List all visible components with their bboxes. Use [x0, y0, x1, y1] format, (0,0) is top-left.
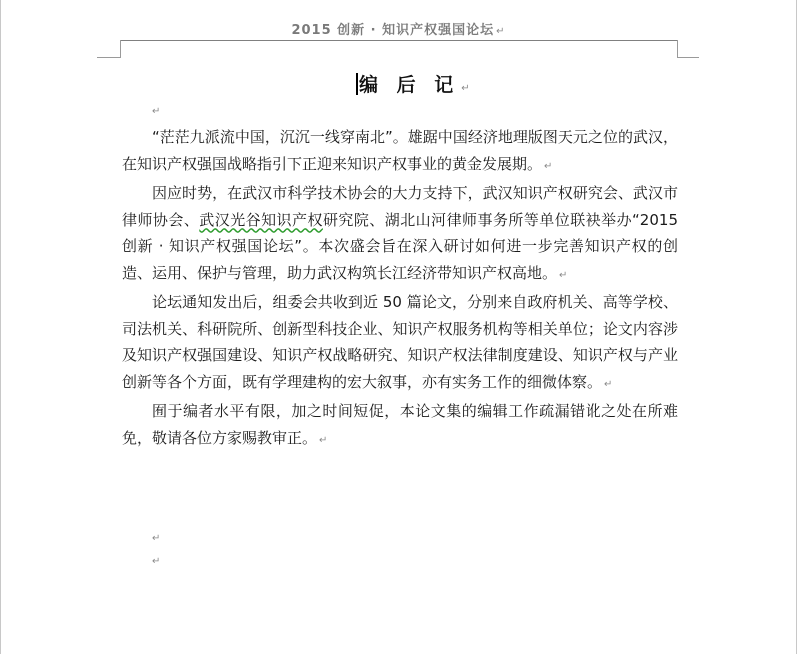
page-header[interactable] [0, 19, 797, 38]
paragraph[interactable] [122, 180, 678, 289]
paragraph-text: 囿于编者水平有限，加之时间短促，本论文集的编辑工作疏漏错讹之处在所难免，敬请各位方家赐教审正。 [122, 402, 678, 447]
paragraph-text: 因应时势，在武汉市科学技术协会的大力支持下，武汉知识产权研究会、武汉市律师协会、 [122, 184, 678, 229]
paragraph-text: 研究院、湖北山河律师事务所等单位联袂举办“2015 创新 · 知识产权强国论坛”。本次盛会旨在深入研讨如何进一步完善知识产权的创造、运用、保护与管理，助力武汉构筑长江经济带知识产权高地。 [122, 210, 678, 282]
document-body[interactable] [122, 124, 678, 454]
paragraph-mark-icon: ↵ [461, 83, 476, 94]
header-rule [120, 40, 678, 41]
empty-paragraph-mark-icon: ↵ [152, 106, 161, 117]
paragraph-text: 论坛通知发出后，组委会共收到近 50 篇论文，分别来自政府机关、高等学校、司法机关、科研院所、创新型科技企业、知识产权服务机构等相关单位；论文内容涉及知识产权强国建设、知识产权战略研究、知识产权法律制度建设、知识产权与产业创新等各个方面，既有学理建构的宏大叙事，亦有实务工作的细微体察。 [122, 293, 678, 391]
empty-paragraph-mark-icon: ↵ [152, 556, 161, 567]
grammar-flagged-text[interactable]: 武汉光谷知识产权 [199, 210, 323, 229]
crop-mark-right [677, 40, 678, 57]
page-left-edge [0, 0, 1, 654]
title-text: 编 后 记 [359, 74, 460, 96]
crop-mark-left [120, 40, 121, 57]
paragraph-mark-icon: ↵ [544, 160, 553, 172]
paragraph[interactable] [122, 398, 678, 454]
crop-mark-left-horizontal [97, 57, 121, 58]
document-title[interactable] [356, 70, 476, 97]
paragraph-mark-icon: ↵ [496, 26, 506, 37]
empty-paragraph-mark-icon: ↵ [152, 533, 161, 544]
paragraph-mark-icon: ↵ [604, 378, 613, 390]
header-text: 2015 创新 · 知识产权强国论坛 [291, 23, 495, 38]
crop-mark-right-horizontal [677, 57, 699, 58]
paragraph-text: “茫茫九派流中国，沉沉一线穿南北”。雄踞中国经济地理版图天元之位的武汉，在知识产权强国战略指引下正迎来知识产权事业的黄金发展期。 [122, 128, 678, 173]
paragraph[interactable] [122, 124, 678, 180]
paragraph-mark-icon: ↵ [319, 434, 328, 446]
paragraph[interactable] [122, 289, 678, 398]
text-cursor [356, 73, 358, 95]
paragraph-mark-icon: ↵ [559, 269, 568, 281]
